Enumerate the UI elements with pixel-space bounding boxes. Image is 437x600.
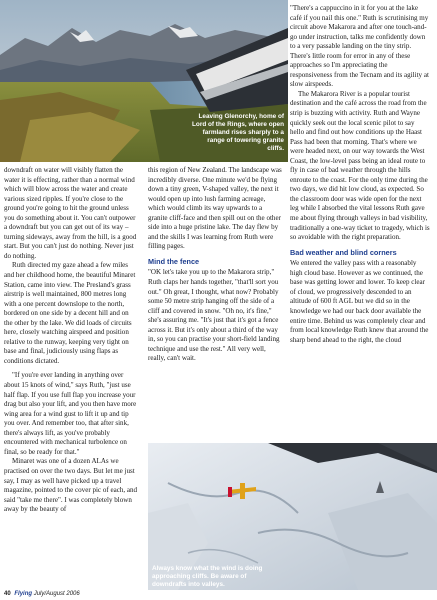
paragraph: We entered the valley pass with a reasonably high cloud base. However as we continued, the base was getting lower and lower. To keep clear of cloud, we progressively descended to an altitude of 600 ft AGL but we did so in the knowledge we had our back door available the entire time. Behind us was completely clear and from local knowledge Ruth knew that around the sharp bend ahead to the right, the cloud [290,259,429,344]
article-column-2 [148,166,282,364]
paragraph: "If you're ever landing in anything over about 15 knots of wind," says Ruth, "just use half flap. If you use full flap you increase your drag but also your lift, and you then have more wing area for a wind gust to lift it up and tip you over. And remember too, that after sink, there's always lift, as you've probably encountered with mechanical turbolence on final, so be ready for that." [4,371,137,456]
top-photo [0,0,288,162]
subheading-bad-weather: Bad weather and blind corners [290,247,397,257]
top-photo-caption: Leaving Glenorchy, home of Lord of the Rings, where open farmland rises sharply to a range of towering granite cliffs. [192,113,284,152]
article-column-1 [4,166,138,515]
magazine-name: Flying [14,591,33,597]
paragraph: "OK let's take you up to the Makarora strip," Ruth claps her hands together, "that'll sort you out." Oh great, I thought, what now? Probably some 50 metre strip hanging off the side of a cliff and covered in snow. "Oh no, it's fine," she's assuring me. "It's just that it's got a fence across it. But it's only about a third of the way in, so you can practise your short-field landing technique and use the rest." All very well, really, can't wait. [148,268,280,363]
article-column-3 [290,4,430,345]
paragraph: Minaret was one of a dozen ALAs we practised on over the two days. But let me just say, I may as well have picked up a travel magazine, pointed to the cover pic of each, and said "take me there". I was completely blown away by the beauty of [4,457,138,514]
paragraph: this region of New Zealand. The landscape was incredibly diverse. One minute we'd be flying down a tiny green, V-shaped valley, the next it would open up into lush farming acreage, which would climb its way upwards to a granite cliff-face and then spill out on the other side into a huge pristine lake. The day flew by and the skills I was learning from Ruth were filling pages. [148,166,282,251]
page-number: 40 [4,591,11,597]
page-footer [4,590,204,599]
paragraph: downdraft on water will visibly flatten the water it is effecting, rather than a normal wind which will blow across the water and create various sized ripples. If you're close to the ground you're going to hit the ground unless you do something about it. You can't outpower a downdraft but you can get out of its way – turning sideways, away from the hill, is a good start. But you can't just do nothing. Never just do nothing. [4,166,137,260]
subheading-mind-the-fence: Mind the fence [148,256,200,266]
paragraph: Ruth directed my gaze ahead a few miles and her childhood home, the beautiful Minaret Station, came into view. The Presland's grass airstrip is well maintained, 800 metres long with a one percent downslope to the north, bordered on one side by a decent hill and on the other by the lake. We did loads of circuits here, closely watching airspeed and position relative to the runway, keeping very tight on base and final, judiciously using flaps as conditions dictated. [4,261,136,365]
bottom-photo-caption: Always know what the wind is doing approaching cliffs. Be aware of downdrafts into valleys. [152,565,263,588]
bottom-photo [148,443,437,590]
paragraph: "There's a cappuccino in it for you at the lake café if you nail this one." Ruth is scrutinising my circuit above Makarora and after one touch-and-go under instruction, talks me confidently down to a very passable landing on the tiny strip. There's little room for error in any of these approaches so I'm appreciating the responsiveness from the Tecnam and its agility at slow airspeeds. [290,4,429,89]
paragraph: The Makarora River is a popular tourist destination and the café across the road from the strip is buzzing with activity. Ruth and Wayne quickly seek out the local scenic pilot to say hello and find out how conditions up the Haast Pass had been that morning. That's where we were headed next, on our way towards the West Coast, the low-level pass being an ideal route to fly in case of bad weather through the hills enroute to the coast. For the only time during the two days, we did hit low cloud, as expected. So the classroom door was wide open for the next leg while I absorbed the vital lessons Ruth gave me about flying through valleys in bad visibility, traditionally a one-way ticket to tragedy, which is so avoidable with the right preparation. [290,89,430,242]
issue-date: July/August 2006 [33,591,80,597]
